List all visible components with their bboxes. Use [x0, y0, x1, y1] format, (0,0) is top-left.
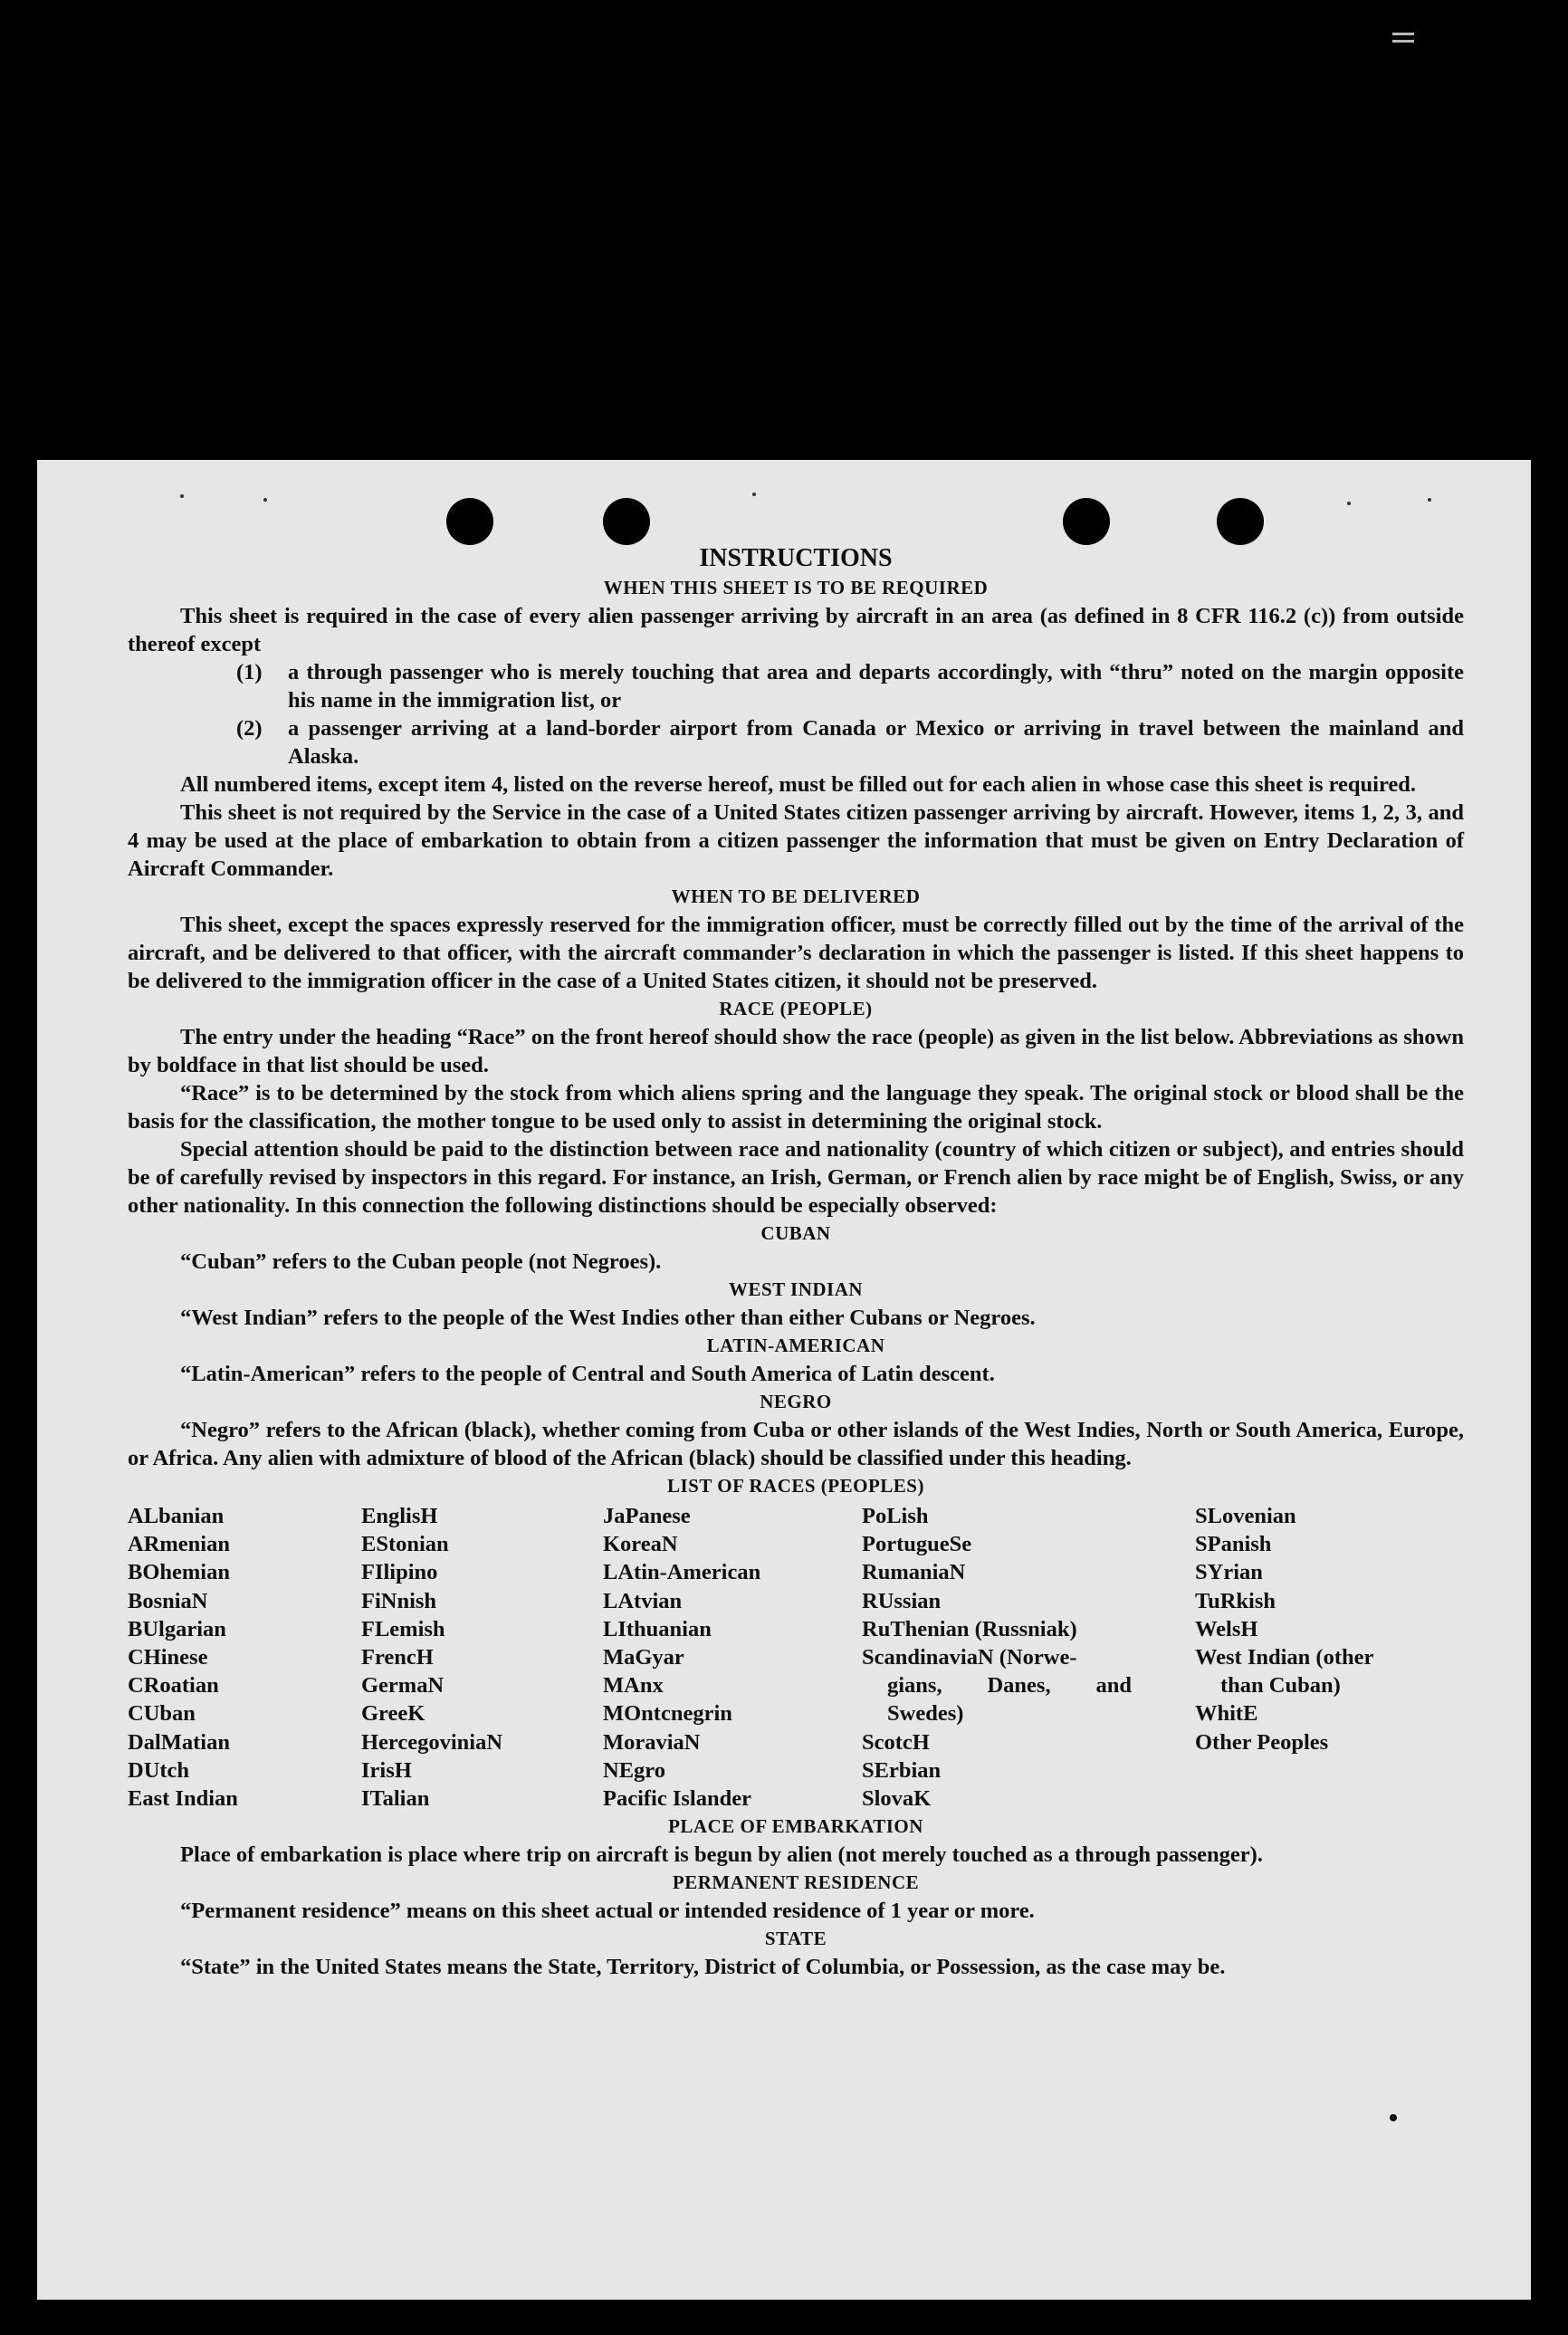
race-entry: SErbian	[862, 1757, 942, 1783]
race-entry: ALbanian	[128, 1504, 225, 1528]
race-para-2: “Race” is to be determined by the stock from which aliens spring and the language they speak. The original stock or blood shall be the basis for the classification, the mother tongue to be used only to assist in determining the original stock.	[128, 1081, 1464, 1134]
item-text: a through passenger who is merely touching that area and departs accordingly, with “thru” noted on the margin opposite his name in the immigration list, or	[288, 660, 1464, 713]
race-entry: CUban	[128, 1701, 196, 1727]
race-entry: PoLish	[862, 1504, 929, 1528]
race-entry: Pacific Islander	[603, 1786, 751, 1812]
item-text: a passenger arriving at a land-border airport from Canada or Mexico or arriving in travel between the mainland and Alaska.	[288, 716, 1464, 769]
race-entry: KoreaN	[603, 1532, 678, 1557]
race-entry: PortugueSe	[862, 1532, 972, 1557]
heading-residence: PERMANENT RESIDENCE	[672, 1871, 920, 1894]
scan-speck	[180, 494, 184, 498]
instructions-body	[128, 541, 1464, 1981]
race-entry: GermaN	[361, 1673, 445, 1699]
race-entry: FIlipino	[361, 1560, 438, 1585]
race-entry: DalMatian	[128, 1729, 230, 1755]
item-number: (2)	[236, 716, 263, 741]
race-entry: SPanish	[1195, 1532, 1272, 1557]
race-entry: BUlgarian	[128, 1616, 226, 1641]
race-entry: ScotcH	[862, 1729, 930, 1755]
race-entry: MoraviaN	[603, 1729, 701, 1755]
race-entry: FrencH	[361, 1645, 434, 1670]
punch-hole	[603, 498, 650, 545]
race-entry: LAtin-American	[603, 1560, 761, 1585]
residence-text: “Permanent residence” means on this sheet actual or intended residence of 1 year or more.	[180, 1899, 1035, 1924]
race-entry: than Cuban)	[1220, 1673, 1341, 1699]
race-entry: RumaniaN	[862, 1560, 966, 1585]
heading-races-list: LIST OF RACES (PEOPLES)	[667, 1475, 924, 1497]
punch-hole	[446, 498, 493, 545]
heading-race: RACE (PEOPLE)	[719, 998, 873, 1019]
race-entry: LAtvian	[603, 1588, 683, 1613]
race-entry: NEgro	[603, 1757, 665, 1783]
heading-embarkation: PLACE OF EMBARKATION	[668, 1815, 923, 1838]
races-column-5	[1195, 1502, 1458, 1813]
race-entry: BosniaN	[128, 1588, 208, 1613]
punch-hole	[1063, 498, 1110, 545]
race-entry: RUssian	[862, 1588, 942, 1613]
race-entry: HercegoviniaN	[361, 1729, 503, 1755]
cuban-text: “Cuban” refers to the Cuban people (not Negroes).	[180, 1249, 662, 1274]
heading-required: WHEN THIS SHEET IS TO BE REQUIRED	[603, 577, 989, 598]
races-column-3	[603, 1502, 862, 1813]
heading-state: STATE	[764, 1928, 827, 1950]
race-entry: MaGyar	[603, 1645, 684, 1670]
race-entry: SYrian	[1195, 1560, 1263, 1585]
page-title: INSTRUCTIONS	[699, 544, 893, 572]
exception-item	[128, 658, 1464, 714]
scan-edge-marks	[1392, 33, 1414, 43]
instruction-sheet	[37, 460, 1531, 2300]
punch-hole	[1217, 498, 1264, 545]
race-entry: EnglisH	[361, 1504, 438, 1528]
west-indian-text: “West Indian” refers to the people of the West Indies other than either Cubans or Negroes.	[180, 1306, 1036, 1330]
race-entry: SLovenian	[1195, 1504, 1296, 1528]
race-entry: IrisH	[361, 1757, 412, 1783]
race-entry: ScandinaviaN (Norwe-	[862, 1645, 1077, 1670]
race-entry: Other Peoples	[1195, 1729, 1329, 1755]
races-column-4	[862, 1502, 1195, 1813]
race-entry-continued	[862, 1671, 1132, 1699]
item-number: (1)	[236, 660, 263, 684]
scan-speck	[1390, 2114, 1397, 2121]
heading-latin-american: LATIN-AMERICAN	[706, 1335, 885, 1356]
race-entry: West Indian (other	[1195, 1645, 1374, 1670]
race-entry: CRoatian	[128, 1673, 219, 1699]
race-para-3: Special attention should be paid to the distinction between race and nationality (country of which citizen or subject), and entries should be of carefully revised by inspectors in this regard. For instance, an Irish, German, or French alien by race might be of English, Swiss, or any other nationality. In this connection the following distinctions should be especially observed:	[128, 1137, 1464, 1218]
negro-text: “Negro” refers to the African (black), whether coming from Cuba or other islands of the West Indies, North or South America, Europe, or Africa. Any alien with admixture of blood of the African (black) should be classified under this heading.	[128, 1418, 1464, 1470]
heading-cuban: CUBAN	[760, 1222, 831, 1244]
races-column-2	[361, 1502, 603, 1813]
required-para-3: This sheet is not required by the Service in the case of a United States citizen passenger arriving by aircraft. However, items 1, 2, 3, and 4 may be used at the place of embarkation to obtain from a citizen passenger the information that must be given on Entry Declaration of Aircraft Commander.	[128, 800, 1464, 881]
race-entry: DUtch	[128, 1757, 190, 1783]
race-entry: BOhemian	[128, 1560, 230, 1585]
race-entry: TuRkish	[1195, 1588, 1276, 1613]
delivered-text: This sheet, except the spaces expressly reserved for the immigration officer, must be correctly filled out by the time of the arrival of the aircraft, and be delivered to that officer, with the aircraft commander’s declaration in which the passenger is listed. If this sheet happens to be delivered to the immigration officer in the case of a United States citizen, it should not be preserved.	[128, 913, 1464, 993]
races-column-1	[128, 1502, 361, 1813]
race-entry: SlovaK	[862, 1786, 932, 1812]
race-entry: EStonian	[361, 1532, 449, 1557]
race-entry: LIthuanian	[603, 1616, 712, 1641]
required-intro: This sheet is required in the case of every alien passenger arriving by aircraft in an area (as defined in 8 CFR 116.2 (c)) from outside thereof except	[128, 604, 1464, 656]
exception-item	[128, 714, 1464, 770]
race-entry: CHinese	[128, 1645, 208, 1670]
race-entry: ITalian	[361, 1786, 430, 1812]
race-entry: GreeK	[361, 1701, 425, 1727]
race-entry: ARmenian	[128, 1532, 230, 1557]
scan-speck	[752, 493, 756, 496]
scan-speck	[1428, 498, 1431, 502]
race-entry: WelsH	[1195, 1616, 1258, 1641]
heading-negro: NEGRO	[760, 1391, 832, 1412]
race-entry: RuThenian (Russniak)	[862, 1616, 1077, 1641]
heading-delivered: WHEN TO BE DELIVERED	[671, 885, 921, 907]
race-entry: WhitE	[1195, 1701, 1258, 1727]
race-para-1: The entry under the heading “Race” on the front hereof should show the race (people) as given in the list below. Abbreviations as shown by boldface in that list should be used.	[128, 1025, 1464, 1077]
race-entry: JaPanese	[603, 1504, 691, 1528]
latin-american-text: “Latin-American” refers to the people of Central and South America of Latin descent.	[180, 1362, 995, 1386]
required-para-2: All numbered items, except item 4, listed on the reverse hereof, must be filled out for each alien in whose case this sheet is required.	[180, 772, 1417, 797]
state-text: “State” in the United States means the State, Territory, District of Columbia, or Possession, as the case may be.	[180, 1955, 1226, 1980]
scan-speck	[1347, 502, 1351, 505]
race-entry: Swedes)	[887, 1701, 964, 1727]
heading-west-indian: WEST INDIAN	[728, 1278, 864, 1300]
race-entry: MAnx	[603, 1673, 664, 1699]
race-entry: MOntcnegrin	[603, 1701, 732, 1727]
embarkation-text: Place of embarkation is place where trip on aircraft is begun by alien (not merely touched as a through passenger).	[180, 1842, 1263, 1868]
race-entry: FLemish	[361, 1616, 445, 1641]
race-entry: FiNnish	[361, 1588, 437, 1613]
race-entry: gians, Danes, and	[887, 1673, 1132, 1699]
races-list	[128, 1502, 1464, 1813]
race-entry: East Indian	[128, 1786, 238, 1812]
scan-speck	[263, 498, 267, 502]
